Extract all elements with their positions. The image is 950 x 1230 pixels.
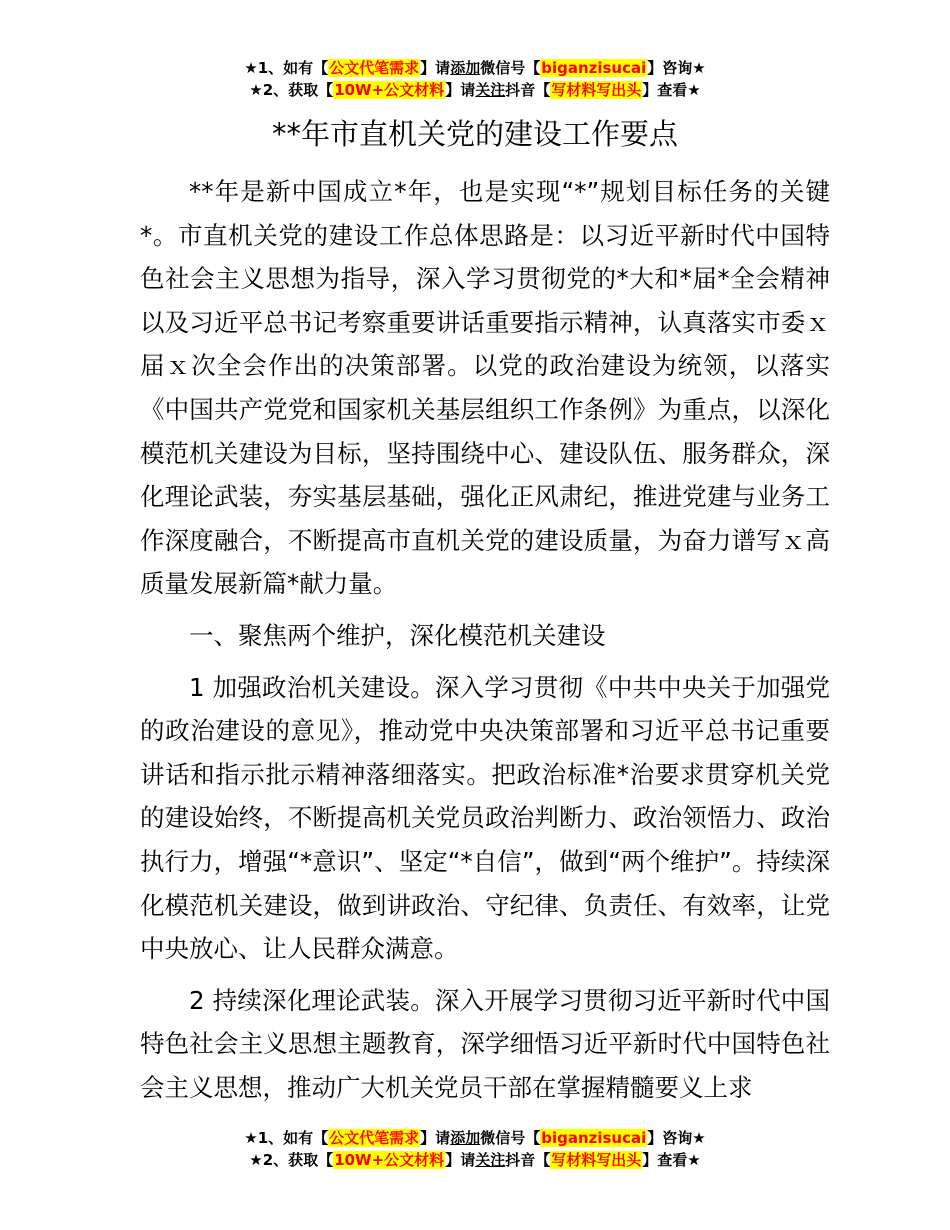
document-body — [140, 170, 830, 1117]
banner-line-2: ★2、获取【10W+公文材料】请关注抖音【写材料写出头】查看★ — [249, 81, 701, 99]
paragraph-item-2: 2 持续深化理论武装。深入开展学习贯彻习近平新时代中国特色社会主义思想主题教育，深学细悟习近平新时代中国特色社会主义思想，推动广大机关党员干部在掌握精髓要义上求 — [140, 985, 830, 1102]
banner-line-2: ★2、获取【10W+公文材料】请关注抖音【写材料写出头】查看★ — [249, 1151, 701, 1169]
banner-line-1: ★1、如有【公文代笔需求】请添加微信号【biganzisucai】咨询★ — [244, 59, 706, 77]
banner-highlight: 10W+公文材料 — [334, 1151, 445, 1169]
header-banner — [0, 57, 950, 101]
banner-highlight: 写材料写出头 — [551, 81, 642, 99]
document-title: **年市直机关党的建设工作要点 — [271, 117, 678, 151]
banner-highlight: biganzisucai — [541, 1129, 647, 1147]
banner-highlight: 公文代笔需求 — [329, 59, 420, 77]
banner-highlight: 公文代笔需求 — [329, 1129, 420, 1147]
banner-highlight: 10W+公文材料 — [334, 81, 445, 99]
paragraph-item-1: 1 加强政治机关建设。深入学习贯彻《中共中央关于加强党的政治建设的意见》，推动党中央决策部署和习近平总书记重要讲话和指示批示精神落细落实。把政治标准*治要求贯穿机关党的建设始终，不断提高机关党员政治判断力、政治领悟力、政治执行力，增强“*意识”、坚定“*自信”，做到“两个维护”。持续深化模范机关建设，做到讲政治、守纪律、负责任、有效率，让党中央放心、让人民群众满意。 — [140, 672, 830, 964]
intro-paragraph: **年是新中国成立*年，也是实现“*”规划目标任务的关键*。市直机关党的建设工作总体思路是：以习近平新时代中国特色社会主义思想为指导，深入学习贯彻党的*大和*届*全会精神以及习近平总书记考察重要讲话重要指示精神，认真落实市委ｘ届ｘ次全会作出的决策部署。以党的政治建设为统领，以落实《中国共产党党和国家机关基层组织工作条例》为重点，以深化模范机关建设为目标，坚持围绕中心、建设队伍、服务群众，深化理论武装，夯实基层基础，强化正风肃纪，推进党建与业务工作深度融合，不断提高市直机关党的建设质量，为奋力谱写ｘ高质量发展新篇*献力量。 — [140, 177, 830, 599]
footer-banner — [0, 1127, 950, 1171]
section-heading-1: 一、聚焦两个维护，深化模范机关建设 — [189, 620, 606, 650]
banner-line-1: ★1、如有【公文代笔需求】请添加微信号【biganzisucai】咨询★ — [244, 1129, 706, 1147]
banner-highlight: biganzisucai — [541, 59, 647, 77]
banner-highlight: 写材料写出头 — [551, 1151, 642, 1169]
